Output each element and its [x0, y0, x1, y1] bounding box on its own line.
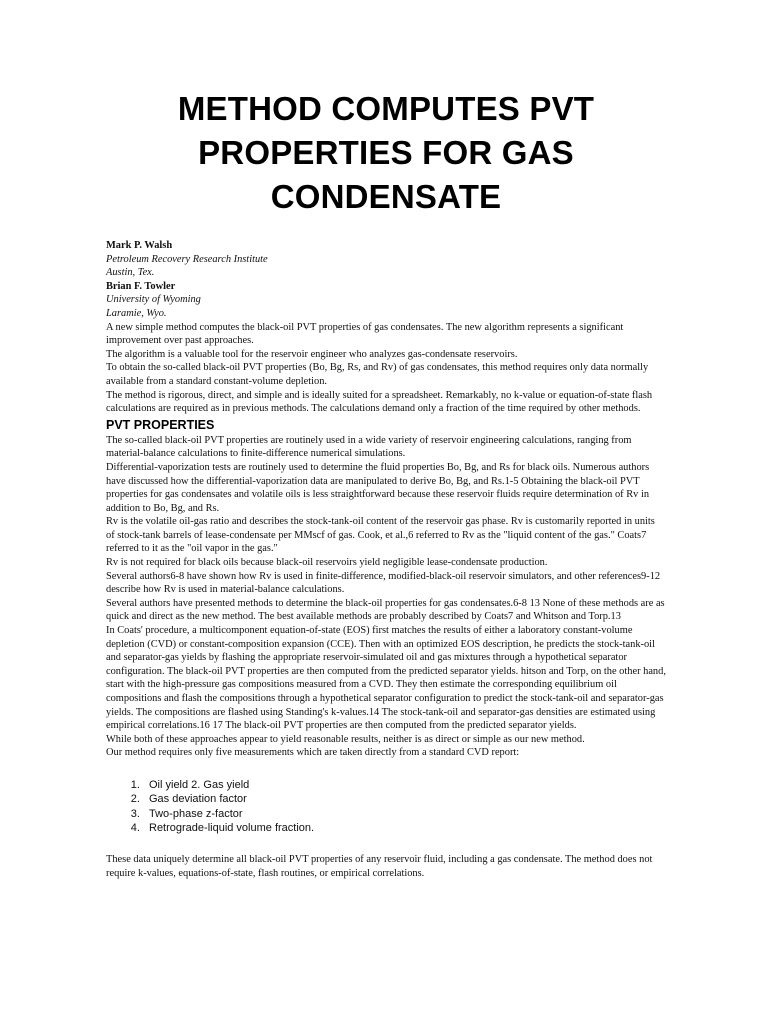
measurement-list [106, 778, 666, 836]
body-paragraph: Several authors6-8 have shown how Rv is used in finite-difference, modified-black-oil reservoir simulators, and other references9-12 describe how Rv is used in material-balance calculations. [106, 570, 661, 596]
closing-paragraph: These data uniquely determine all black-oil PVT properties of any reservoir fluid, including a gas condensate. The method does not require k-values, equations-of-state, flash routines, or empirical correlations. [106, 853, 653, 879]
body-paragraph: The so-called black-oil PVT properties are routinely used in a wide variety of reservoir engineering calculations, ranging from material-balance calculations to finite-difference numerical simulations. [106, 434, 632, 460]
intro-paragraph: The method is rigorous, direct, and simple and is ideally suited for a spreadsheet. Remarkably, no k-value or equation-of-state flash calculations are required as in previous methods. The calculations demand only a fraction of the time required by other methods. [106, 389, 653, 415]
intro-paragraph: To obtain the so-called black-oil PVT properties (Bo, Bg, Rs, and Rv) of gas condensates, this method requires only data normally available from a standard constant-volume depletion. [106, 362, 649, 387]
body-paragraph: Our method requires only five measurements which are taken directly from a standard CVD report: [106, 747, 520, 759]
list-item: 4. Retrograde-liquid volume fraction. [143, 821, 666, 836]
body-paragraph: Differential-vaporization tests are routinely used to determine the fluid properties Bo, Bg, and Rs for black oils. Numerous authors have discussed how the differential-vaporization data are manipulated to derive Bo, Bg, and Rs.1-5 Obtaining the black-oil PVT properties for gas condensates and volatile oils is less straightforward because these reservoir fluids require determination of Rv in addition to Bo, Bg, and Rs. [106, 461, 650, 514]
list-item: 3. Two-phase z-factor [143, 807, 666, 822]
list-item: 1. Oil yield 2. Gas yield [143, 778, 666, 793]
author-name: Brian F. Towler [106, 280, 176, 292]
intro-paragraph: The algorithm is a valuable tool for the reservoir engineer who analyzes gas-condensate reservoirs. [106, 348, 518, 360]
section-heading: PVT PROPERTIES [106, 417, 215, 432]
intro-paragraph: A new simple method computes the black-oil PVT properties of gas condensates. The new algorithm represents a significant improvement over past approaches. [106, 321, 624, 347]
author-location: Laramie, Wyo. [106, 307, 167, 319]
list-item: 2. Gas deviation factor [143, 792, 666, 807]
title-line: CONDENSATE [270, 178, 502, 215]
body-paragraph: While both of these approaches appear to yield reasonable results, neither is as direct or simple as our new method. [106, 733, 585, 745]
body-paragraph: Several authors have presented methods to determine the black-oil properties for gas condensates.6-8 13 None of these methods are as quick and direct as the new method. The best available methods are probably described by Coats7 and Whitson and Torp.13 [106, 597, 665, 623]
body-paragraph: In Coats' procedure, a multicomponent equation-of-state (EOS) first matches the results of either a laboratory constant-volume depletion (CVD) or constant-composition expansion (CCE). Then with an optimized EOS description, he predicts the stock-tank-oil and separator-gas yields by flashing the appropriate reservoir-simulated oil and gas mixtures through a hypothetical separator configuration. The black-oil PVT properties are then computed from the predicted separator yields. hitson and Torp, on the other hand, start with the high-pressure gas compositions measured from a CVD. They then estimate the corresponding equilibrium oil compositions and flash the compositions through a hypothetical separator configuration to predict the stock-tank-oil and separator-gas yields. The compositions are flashed using Standing's k-values.14 The stock-tank-oil and separator-gas densities are estimated using empirical correlations.16 17 The black-oil PVT properties are then computed from the predicted separator yields. [106, 625, 666, 732]
body-paragraph: Rv is not required for black oils because black-oil reservoirs yield negligible lease-condensate production. [106, 557, 548, 569]
title-line: METHOD COMPUTES PVT [177, 90, 595, 127]
author-block [106, 239, 666, 321]
intro-section [106, 321, 666, 416]
author-location: Austin, Tex. [106, 267, 155, 279]
author-affiliation: Petroleum Recovery Research Institute [106, 253, 268, 265]
title-line: PROPERTIES FOR GAS [198, 134, 574, 171]
author-affiliation: University of Wyoming [106, 294, 201, 306]
pvt-properties-section [106, 434, 666, 760]
document-page [106, 0, 666, 891]
article-title [106, 87, 666, 219]
author-name: Mark P. Walsh [106, 240, 173, 251]
body-paragraph: Rv is the volatile oil-gas ratio and describes the stock-tank-oil content of the reservoir gas phase. Rv is customarily reported in units of stock-tank barrels of lease-condensate per MMscf of gas. Cook, et al.,6 referred to Rv as the "liquid content of the gas." Coats7 referred to it as the "oil vapor in the gas." [106, 516, 655, 555]
